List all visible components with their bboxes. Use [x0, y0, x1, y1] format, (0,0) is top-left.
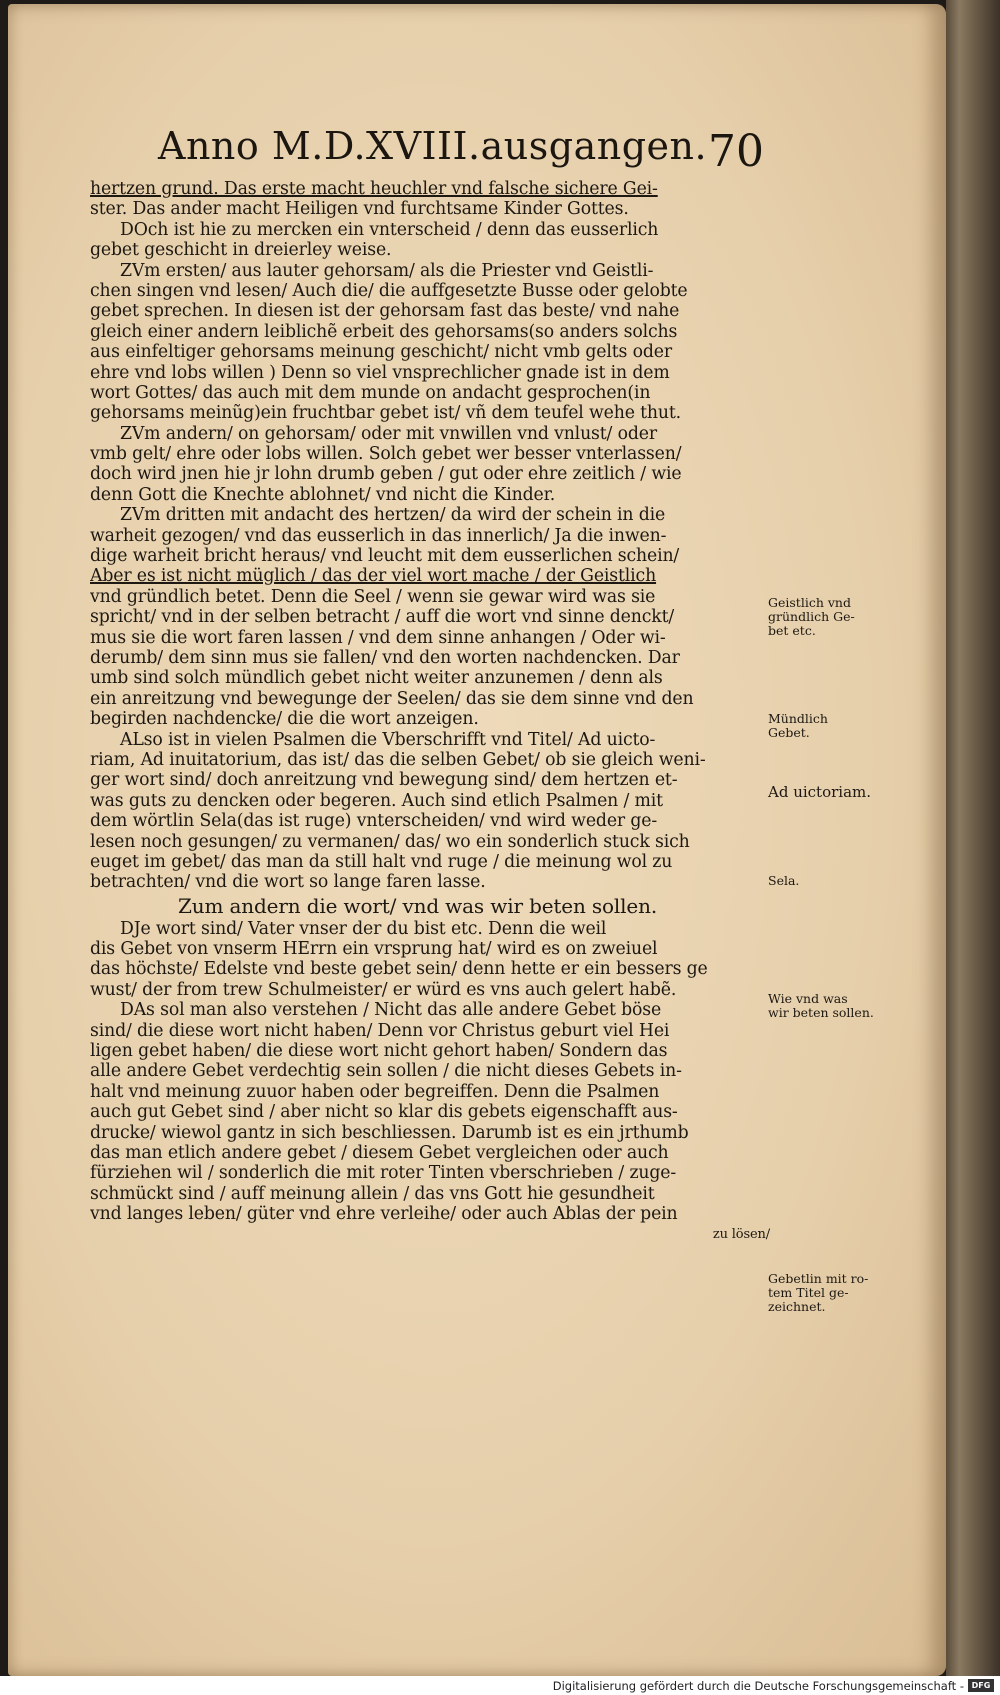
funding-credit: Digitalisierung gefördert durch die Deutsche Forschungsgemeinschaft - — [552, 1679, 964, 1693]
text-line: ALso ist in vielen Psalmen die Vberschrifft vnd Titel/ Ad uicto- — [120, 729, 656, 750]
text-line: aus einfeltiger gehorsams meinung geschicht/ nicht vmb gelts oder — [90, 342, 672, 363]
text-line: spricht/ vnd in der selben betracht / auff die wort vnd sinne denckt/ — [90, 607, 675, 628]
text-line: sind/ die diese wort nicht haben/ Denn vor Christus geburt viel Hei — [90, 1020, 670, 1041]
text-line: das man etlich andere gebet / diesem Gebet vergleichen oder auch — [90, 1142, 669, 1163]
text-line: denn Gott die Knechte ablohnet/ vnd nicht die Kinder. — [90, 484, 556, 505]
margin-note: Mündlich Gebet. — [768, 711, 828, 740]
text-line: doch wird jnen hie jr lohn drumb geben / gut oder ehre zeitlich / wie — [90, 464, 682, 485]
text-line: DAs sol man also verstehen / Nicht das alle andere Gebet böse — [120, 1000, 662, 1021]
text-line: euget im gebet/ das man da still halt vnd ruge / die meinung wol zu — [90, 851, 673, 872]
margin-note: Sela. — [768, 873, 800, 888]
dfg-logo: DFG — [968, 1679, 994, 1692]
text-line: auch gut Gebet sind / aber nicht so klar dis gebets eigenschafft aus- — [90, 1102, 678, 1123]
text-line: gebet sprechen. In diesen ist der gehorsam fast das beste/ vnd nahe — [90, 301, 680, 322]
margin-note: Gebetlin mit ro- tem Titel ge- zeichnet. — [768, 1271, 869, 1314]
text-line: lesen noch gesungen/ zu vermanen/ das/ wo ein sonderlich stuck sich — [90, 831, 690, 852]
text-line: gebet geschicht in dreierley weise. — [90, 240, 392, 261]
text-line: DOch ist hie zu mercken ein vnterscheid / denn das eusserlich — [120, 219, 659, 240]
text-line: ein anreitzung vnd bewegunge der Seelen/ das sie dem sinne vnd den — [90, 688, 694, 709]
footer-bar — [0, 1676, 1000, 1695]
margin-note: Geistlich vnd gründlich Ge- bet etc. — [768, 595, 855, 638]
text-line: ZVm ersten/ aus lauter gehorsam/ als die Priester vnd Geistli- — [120, 260, 654, 281]
margin-note: Ad uictoriam. — [768, 783, 872, 801]
text-line: ZVm andern/ on gehorsam/ oder mit vnwillen vnd vnlust/ oder — [120, 423, 657, 444]
text-line: ger wort sind/ doch anreitzung vnd bewegung sind/ dem hertzen et- — [90, 770, 678, 791]
text-line: ehre vnd lobs willen ) Denn so viel vnsprechlicher gnade ist in dem — [90, 362, 670, 383]
text-line: warheit gezogen/ vnd das eusserlich in das innerlich/ Ja die inwen- — [90, 525, 667, 546]
text-line: derumb/ dem sinn mus sie fallen/ vnd den worten nachdencken. Dar — [90, 647, 680, 668]
text-line: ligen gebet haben/ die diese wort nicht gehort haben/ Sondern das — [90, 1041, 668, 1062]
text-line: hertzen grund. Das erste macht heuchler vnd falsche sichere Gei- — [90, 179, 658, 199]
text-line: drucke/ wiewol gantz in sich beschliessen. Darumb ist es ein jrthumb — [90, 1122, 689, 1143]
text-line: was guts zu dencken oder begeren. Auch sind etlich Psalmen / mit — [90, 790, 663, 811]
text-line: vnd langes leben/ güter vnd ehre verleihe/ oder auch Ablas der pein — [90, 1204, 678, 1225]
text-line: schmückt sind / auff meinung allein / das vns Gott hie gesundheit — [90, 1183, 655, 1204]
running-header: Anno M.D.XVIII.ausgangen. — [158, 124, 708, 168]
text-line: betrachten/ vnd die wort so lange faren lasse. — [90, 872, 486, 893]
text-line: riam, Ad inuitatorium, das ist/ das die selben Gebet/ ob sie gleich weni- — [90, 749, 706, 770]
text-line: halt vnd meinung zuuor haben oder begreiffen. Denn die Psalmen — [90, 1081, 660, 1102]
margin-note: Wie vnd was wir beten sollen. — [768, 991, 874, 1020]
main-text-block — [90, 179, 770, 1245]
text-line: gleich einer andern leiblichẽ erbeit des gehorsams(so anders solchs — [90, 321, 678, 342]
text-line: dige warheit bricht heraus/ vnd leucht mit dem eusserlichen schein/ — [90, 546, 680, 567]
text-line: wort Gottes/ das auch mit dem munde on andacht gesprochen(in — [90, 382, 651, 403]
folio-number: 70 — [708, 126, 764, 177]
text-line: mus sie die wort faren lassen / vnd dem sinne anhangen / Oder wi- — [90, 627, 666, 648]
text-line: ZVm dritten mit andacht des hertzen/ da wird der schein in die — [120, 505, 666, 526]
text-line: das höchste/ Edelste vnd beste gebet sein/ denn hette er ein bessers ge — [90, 959, 708, 980]
text-line: wust/ der from trew Schulmeister/ er würd es vns auch gelert habẽ. — [90, 979, 677, 1000]
text-line: ster. Das ander macht Heiligen vnd furchtsame Kinder Gottes. — [90, 199, 629, 220]
book-page — [8, 4, 946, 1676]
text-line: dis Gebet von vnserm HErrn ein vrsprung hat/ wird es on zweiuel — [90, 939, 658, 960]
catchword: zu lösen/ — [712, 1226, 770, 1242]
section-heading: Zum andern die wort/ vnd was wir beten sollen. — [178, 893, 658, 918]
text-line: dem wörtlin Sela(das ist ruge) vnterscheiden/ vnd wird weder ge- — [90, 811, 658, 832]
text-line: DJe wort sind/ Vater vnser der du bist etc. Denn die weil — [120, 918, 607, 939]
text-line: fürziehen wil / sonderlich die mit roter Tinten vberschrieben / zuge- — [90, 1163, 677, 1184]
text-line: vmb gelt/ ehre oder lobs willen. Solch gebet wer besser vnterlassen/ — [90, 444, 682, 465]
text-line: umb sind solch mündlich gebet nicht weiter anzunemen / denn als — [90, 668, 663, 689]
text-line: vnd gründlich betet. Denn die Seel / wenn sie gewar wird was sie — [90, 586, 656, 607]
text-line: alle andere Gebet verdechtig sein sollen / die nicht dieses Gebets in- — [90, 1061, 682, 1082]
text-line: chen singen vnd lesen/ Auch die/ die auffgesetzte Busse oder gelobte — [90, 280, 688, 301]
text-line: Aber es ist nicht müglich / das der viel wort mache / der Geistlich — [90, 566, 657, 587]
text-line: begirden nachdencke/ die die wort anzeigen. — [90, 709, 479, 730]
page-edge — [946, 0, 1000, 1676]
text-line: gehorsams meinũg)ein fruchtbar gebet ist/ vñ dem teufel wehe thut. — [90, 403, 682, 424]
